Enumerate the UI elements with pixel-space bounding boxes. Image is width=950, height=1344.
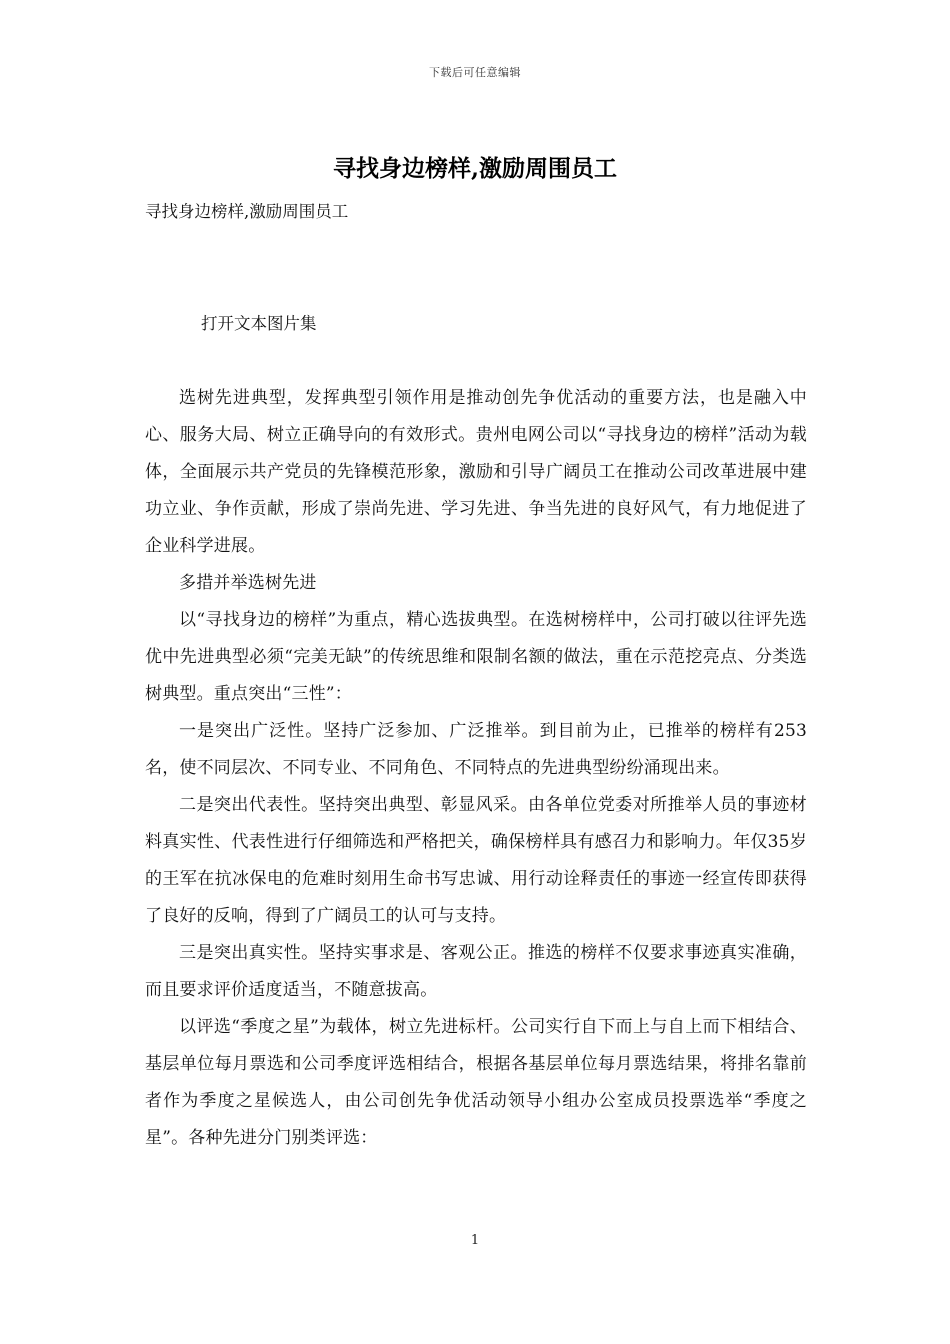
page-number: 1	[470, 1233, 480, 1248]
document-subtitle: 寻找身边榜样,激励周围员工	[145, 202, 349, 221]
paragraph: 一是突出广泛性。坚持广泛参加、广泛推举。到目前为止，已推举的榜样有253名，使不同层次、不同专业、不同角色、不同特点的先进典型纷纷涌现出来。	[145, 721, 807, 778]
paragraph: 二是突出代表性。坚持突出典型、彰显风采。由各单位党委对所推举人员的事迹材料真实性、代表性进行仔细筛选和严格把关，确保榜样具有感召力和影响力。年仅35岁的王军在抗冰保电的危难时刻用生命书写忠诚、用行动诠释责任的事迹一经宣传即获得了良好的反响，得到了广阔员工的认可与支持。	[145, 795, 807, 926]
header-note: 下载后可任意编辑	[429, 66, 521, 79]
document-title: 寻找身边榜样,激励周围员工	[332, 155, 617, 182]
document-body	[145, 380, 807, 1157]
image-gallery-link[interactable]: 打开文本图片集	[201, 314, 317, 333]
paragraph: 三是突出真实性。坚持实事求是、客观公正。推选的榜样不仅要求事迹真实准确，而且要求评价适度适当，不随意拔高。	[145, 943, 807, 1000]
paragraph: 多措并举选树先进	[179, 573, 317, 593]
paragraph: 以评选“季度之星”为载体，树立先进标杆。公司实行自下而上与自上而下相结合、基层单位每月票选和公司季度评选相结合，根据各基层单位每月票选结果，将排名靠前者作为季度之星候选人，由公司创先争优活动领导小组办公室成员投票选举“季度之星”。各种先进分门别类评选：	[145, 1017, 807, 1148]
paragraph: 选树先进典型，发挥典型引领作用是推动创先争优活动的重要方法，也是融入中心、服务大局、树立正确导向的有效形式。贵州电网公司以“寻找身边的榜样”活动为载体，全面展示共产党员的先锋模范形象，激励和引导广阔员工在推动公司改革进展中建功立业、争作贡献，形成了崇尚先进、学习先进、争当先进的良好风气，有力地促进了企业科学进展。	[145, 388, 807, 556]
paragraph: 以“寻找身边的榜样”为重点，精心选拔典型。在选树榜样中，公司打破以往评先选优中先进典型必须“完美无缺”的传统思维和限制名额的做法，重在示范挖亮点、分类选树典型。重点突出“三性”：	[145, 610, 807, 704]
